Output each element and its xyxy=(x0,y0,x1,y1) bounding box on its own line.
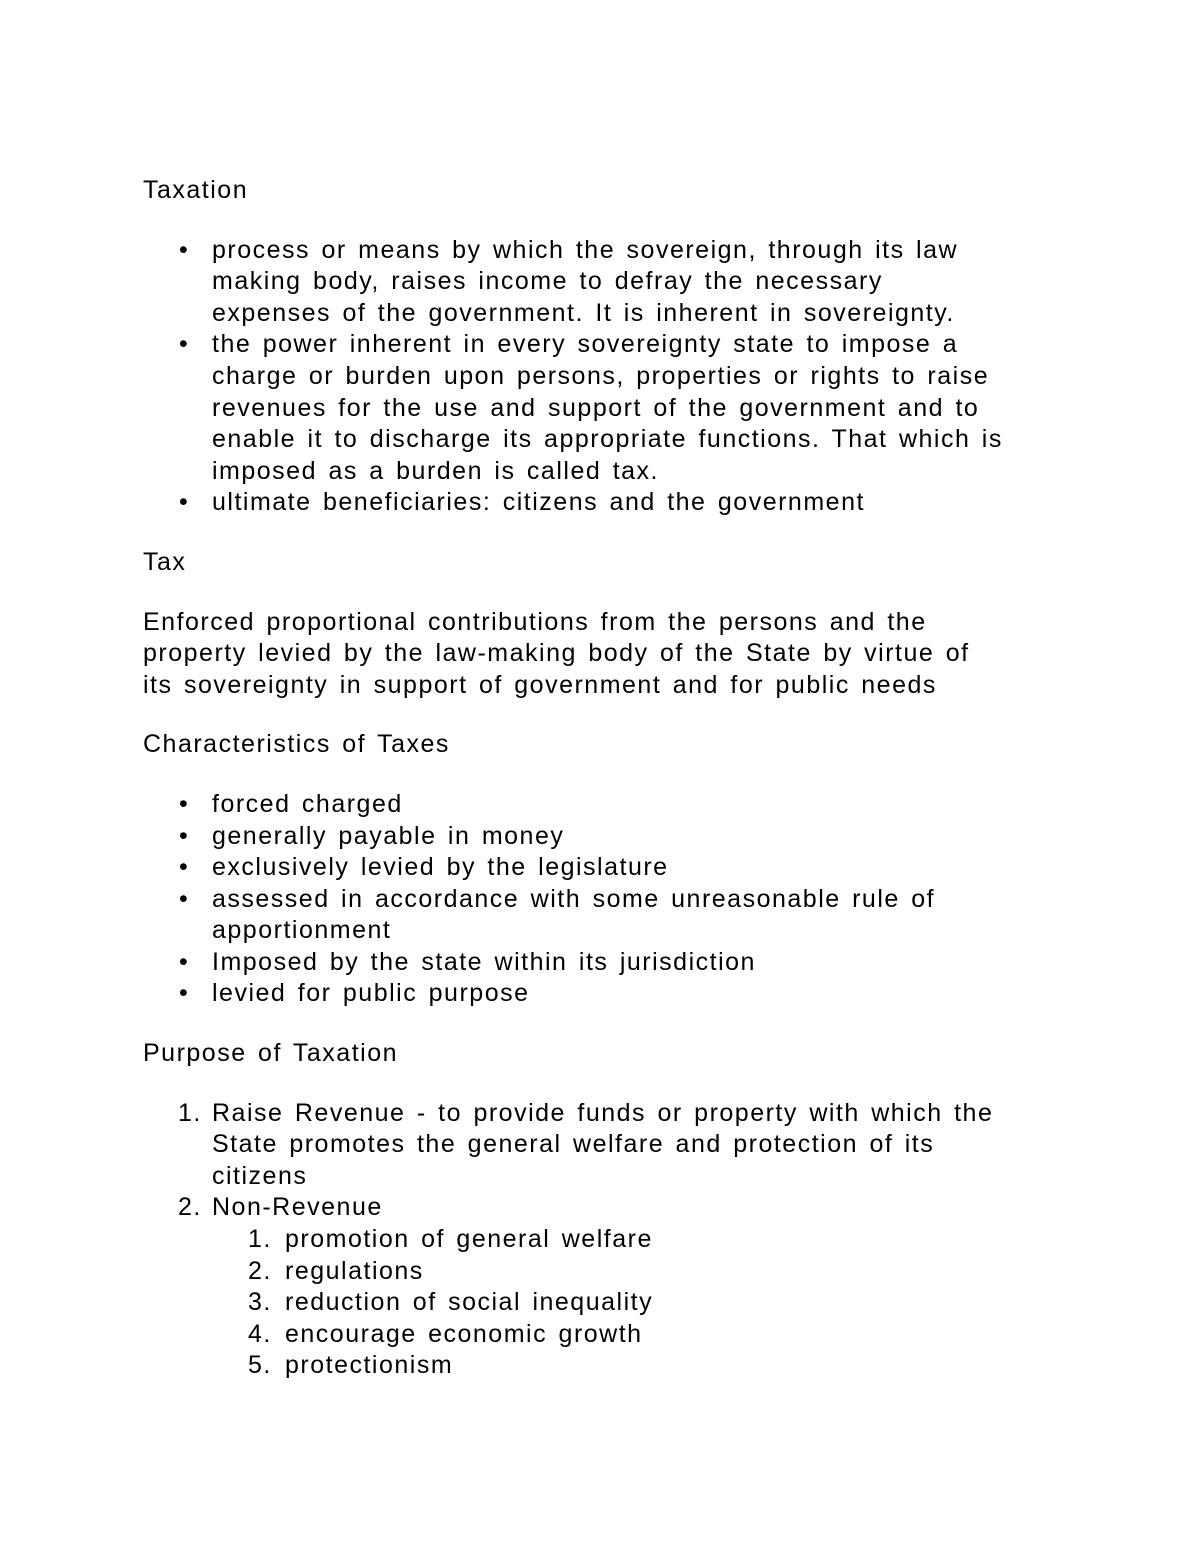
list-item xyxy=(143,852,1055,884)
list-number: 4. xyxy=(248,1319,272,1348)
list-item xyxy=(212,1350,1055,1382)
text-line: enable it to discharge its appropriate functions. That which is xyxy=(212,425,1003,454)
text-line: • levied for public purpose xyxy=(212,979,530,1008)
list-item xyxy=(143,821,1055,853)
list-item xyxy=(143,1192,1055,1382)
section-heading-characteristics: Characteristics of Taxes xyxy=(143,730,450,759)
taxation-bullet-list xyxy=(143,235,1055,519)
text-line: regulations xyxy=(285,1256,424,1285)
section-heading-tax: Tax xyxy=(143,547,187,576)
text-line: • generally payable in money xyxy=(212,821,565,850)
characteristics-bullet-list xyxy=(143,789,1055,1010)
list-item xyxy=(143,1098,1055,1193)
text-line: encourage economic growth xyxy=(285,1319,643,1348)
list-item xyxy=(143,329,1055,487)
list-item xyxy=(143,884,1055,947)
list-number: 5. xyxy=(248,1351,272,1380)
text-line: • the power inherent in every sovereignty state to impose a xyxy=(212,330,959,359)
text-line: promotion of general welfare xyxy=(285,1225,653,1254)
list-item xyxy=(212,1287,1055,1319)
text-line: • assessed in accordance with some unreasonable rule of xyxy=(212,884,936,913)
text-line: protectionism xyxy=(285,1351,454,1380)
list-item xyxy=(143,487,1055,519)
text-line: • process or means by which the sovereign, through its law xyxy=(212,235,959,264)
list-item xyxy=(212,1319,1055,1351)
section-heading-taxation: Taxation xyxy=(143,176,249,204)
text-line: • Imposed by the state within its jurisdiction xyxy=(212,947,756,976)
text-line: expenses of the government. It is inherent in sovereignty. xyxy=(212,298,955,327)
section-heading-purpose: Purpose of Taxation xyxy=(143,1039,399,1068)
text-line: property levied by the law-making body of the State by virtue of xyxy=(143,639,970,668)
list-item xyxy=(143,947,1055,979)
purpose-numbered-list xyxy=(143,1098,1055,1382)
list-number: 2. xyxy=(178,1193,202,1222)
text-line: • exclusively levied by the legislature xyxy=(212,853,669,882)
list-item xyxy=(212,1256,1055,1288)
text-line: revenues for the use and support of the government and to xyxy=(212,393,980,422)
text-line: apportionment xyxy=(212,916,392,945)
list-number: 2. xyxy=(248,1256,272,1285)
text-line: State promotes the general welfare and protection of its xyxy=(212,1130,935,1159)
text-line: making body, raises income to defray the necessary xyxy=(212,267,883,296)
list-item xyxy=(143,789,1055,821)
text-line: charge or burden upon persons, properties or rights to raise xyxy=(212,361,990,390)
text-line: • forced charged xyxy=(212,789,403,818)
list-item xyxy=(212,1224,1055,1256)
text-line: reduction of social inequality xyxy=(285,1288,654,1317)
text-line: Raise Revenue - to provide funds or property with which the xyxy=(212,1098,994,1127)
list-item xyxy=(143,978,1055,1010)
text-line: its sovereignty in support of government and for public needs xyxy=(143,670,937,699)
text-line: Enforced proportional contributions from the persons and the xyxy=(143,607,927,636)
tax-definition-paragraph xyxy=(143,607,1055,702)
text-line: Non-Revenue xyxy=(212,1193,383,1222)
text-line: imposed as a burden is called tax. xyxy=(212,456,659,485)
list-number: 3. xyxy=(248,1288,272,1317)
text-line: • ultimate beneficiaries: citizens and the government xyxy=(212,488,865,517)
list-number: 1. xyxy=(178,1098,202,1127)
list-number: 1. xyxy=(248,1225,272,1254)
list-item xyxy=(143,235,1055,330)
non-revenue-sub-list xyxy=(212,1224,1055,1382)
text-line: citizens xyxy=(212,1161,308,1190)
